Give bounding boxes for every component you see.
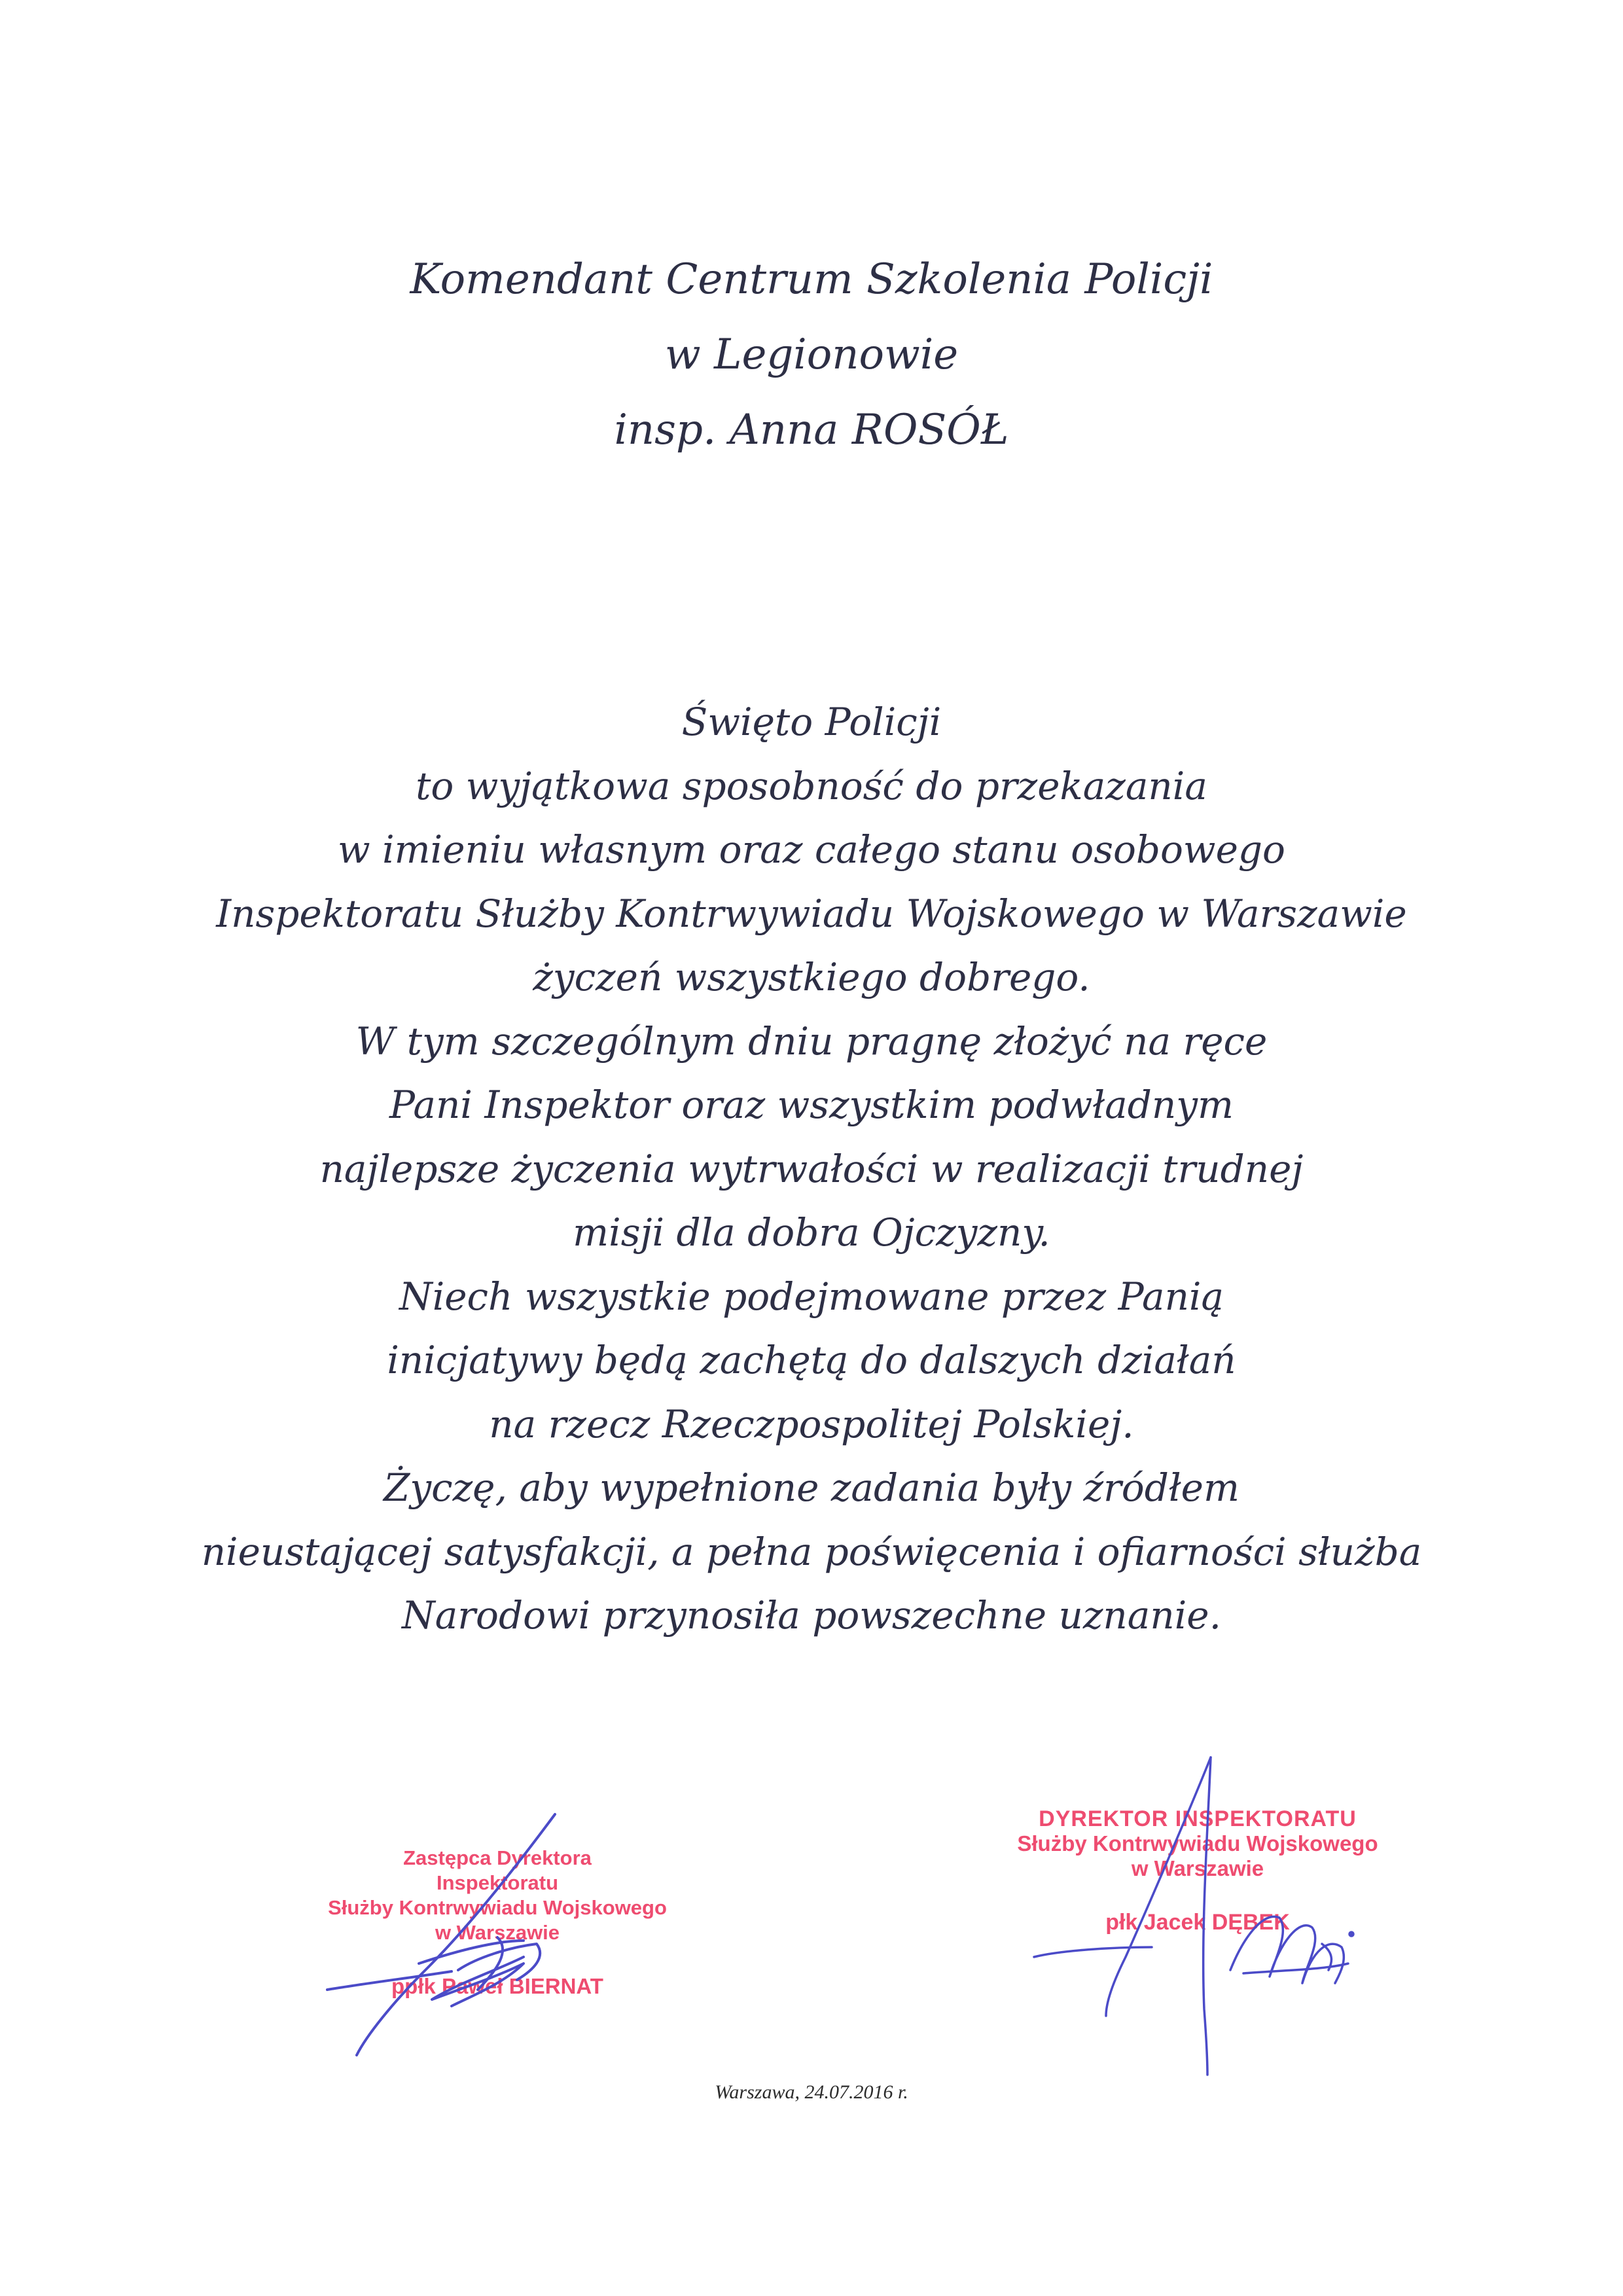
body-line: Narodowi przynosiła powszechne uznanie. <box>401 1593 1222 1638</box>
body-line: życzeń wszystkiego dobrego. <box>533 955 1090 999</box>
body-line: Życzę, aby wypełnione zadania były źródłem <box>383 1465 1240 1510</box>
body-line: Święto Policji <box>681 700 942 744</box>
body-line: Inspektoratu Służby Kontrwywiadu Wojskowego w Warszawie <box>216 891 1407 936</box>
stamp-name: płk Jacek DĘBEK <box>1105 1910 1290 1935</box>
stamp-line: w Warszawie <box>1131 1856 1264 1880</box>
body-line: to wyjątkowa sposobność do przekazania <box>416 763 1207 808</box>
stamp-line: Inspektoratu <box>436 1871 559 1894</box>
addressee-name: insp. Anna ROSÓŁ <box>614 406 1009 454</box>
place-and-date: Warszawa, 24.07.2016 r. <box>715 2081 908 2103</box>
body-line: najlepsze życzenia wytrwałości w realizacji trudnej <box>319 1146 1304 1191</box>
body-line: Niech wszystkie podejmowane przez Panią <box>399 1274 1224 1319</box>
signature-stamp-deputy-director <box>249 1846 746 1999</box>
stamp-line: Zastępca Dyrektora <box>403 1846 592 1869</box>
stamp-line: Służby Kontrwywiadu Wojskowego <box>1017 1831 1378 1856</box>
addressee-location: w Legionowie <box>664 331 959 379</box>
body-line: nieustającej satysfakcji, a pełna poświęcenia i ofiarności służba <box>201 1529 1422 1574</box>
stamp-line: DYREKTOR INSPEKTORATU <box>1039 1806 1357 1831</box>
body-line: w imieniu własnym oraz całego stanu osobowego <box>338 827 1285 872</box>
stamp-line: w Warszawie <box>435 1921 560 1944</box>
body-line: misji dla dobra Ojczyzny. <box>573 1210 1050 1255</box>
body-line: na rzecz Rzeczpospolitej Polskiej. <box>489 1401 1134 1446</box>
letter-body <box>0 691 1623 1648</box>
stamp-name: ppłk Paweł BIERNAT <box>391 1974 603 1998</box>
body-line: inicjatywy będą zachętą do dalszych działań <box>387 1338 1236 1382</box>
stamp-line: Służby Kontrwywiadu Wojskowego <box>328 1896 667 1919</box>
body-line: Pani Inspektor oraz wszystkim podwładnym <box>389 1083 1234 1127</box>
addressee-title: Komendant Centrum Szkolenia Policji <box>410 255 1213 304</box>
body-line: W tym szczególnym dniu pragnę złożyć na ręce <box>355 1018 1268 1064</box>
addressee-block <box>0 242 1623 468</box>
signature-stamp-director <box>942 1806 1453 1935</box>
